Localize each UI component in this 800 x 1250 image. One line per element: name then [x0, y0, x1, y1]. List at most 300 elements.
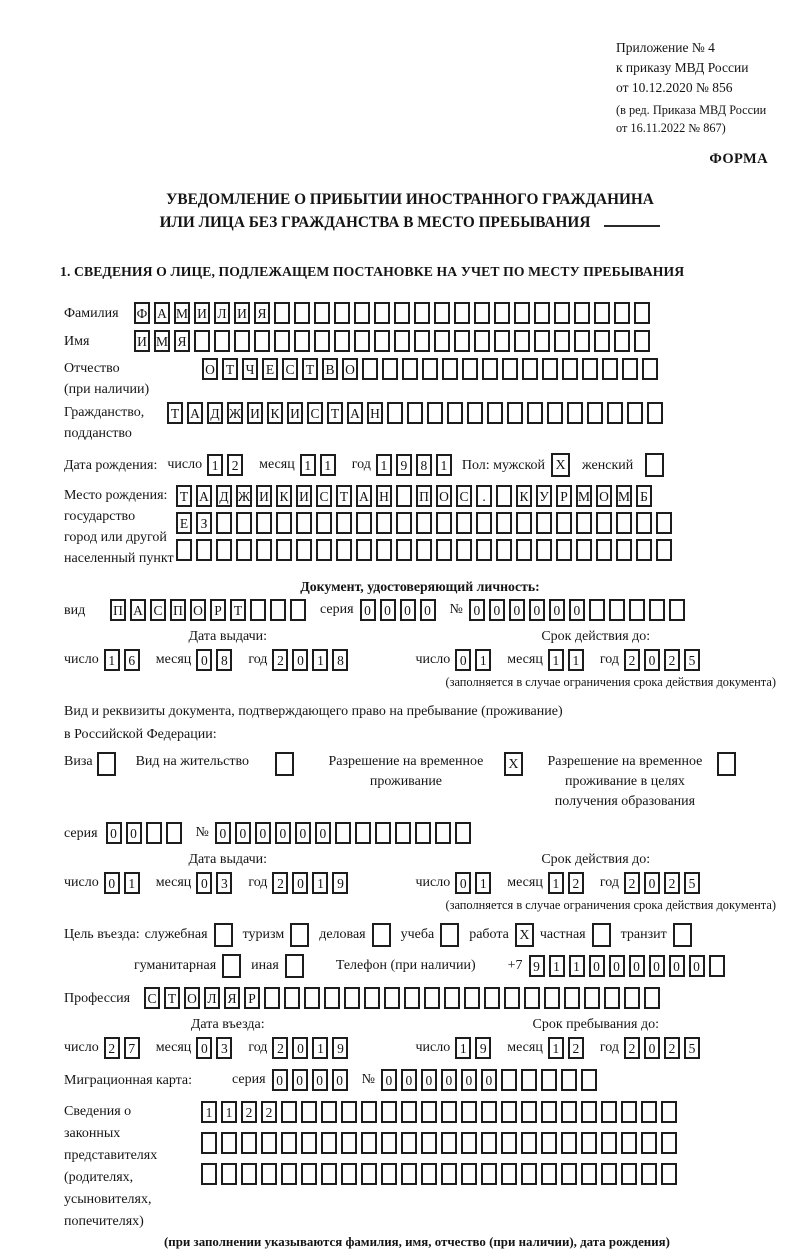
char-cell[interactable] — [556, 539, 572, 561]
char-cell[interactable] — [381, 1163, 397, 1185]
char-cell[interactable] — [487, 402, 503, 424]
char-cell[interactable]: 0 — [235, 822, 251, 844]
char-cell[interactable]: Л — [204, 987, 220, 1009]
char-cell[interactable] — [274, 330, 290, 352]
char-cell[interactable] — [356, 539, 372, 561]
phone-cells[interactable] — [529, 955, 729, 977]
char-cell[interactable] — [501, 1101, 517, 1123]
char-cell[interactable] — [301, 1132, 317, 1154]
char-cell[interactable]: О — [596, 485, 612, 507]
char-cell[interactable]: 7 — [124, 1037, 140, 1059]
char-cell[interactable]: И — [134, 330, 150, 352]
char-cell[interactable] — [484, 987, 500, 1009]
char-cell[interactable] — [476, 539, 492, 561]
purpose-study-checkbox[interactable] — [440, 923, 459, 947]
char-cell[interactable] — [301, 1163, 317, 1185]
char-cell[interactable] — [522, 358, 538, 380]
char-cell[interactable] — [270, 599, 286, 621]
char-cell[interactable] — [554, 302, 570, 324]
char-cell[interactable]: Ф — [134, 302, 150, 324]
doc-number-cells[interactable] — [469, 599, 689, 621]
char-cell[interactable]: Я — [254, 302, 270, 324]
stay-year-cells[interactable] — [624, 1037, 704, 1059]
char-cell[interactable]: Я — [224, 987, 240, 1009]
char-cell[interactable]: 2 — [664, 1037, 680, 1059]
char-cell[interactable] — [581, 1069, 597, 1091]
birth-day-cells[interactable] — [207, 454, 247, 476]
char-cell[interactable]: А — [347, 402, 363, 424]
birthplace-cells-2[interactable] — [176, 512, 676, 534]
char-cell[interactable]: 0 — [441, 1069, 457, 1091]
res-issue-day-cells[interactable] — [104, 872, 144, 894]
char-cell[interactable]: 9 — [332, 872, 348, 894]
char-cell[interactable]: 1 — [312, 649, 328, 671]
char-cell[interactable]: 0 — [315, 822, 331, 844]
char-cell[interactable]: И — [287, 402, 303, 424]
char-cell[interactable]: З — [196, 512, 212, 534]
char-cell[interactable] — [621, 1132, 637, 1154]
char-cell[interactable] — [622, 358, 638, 380]
char-cell[interactable] — [441, 1132, 457, 1154]
char-cell[interactable] — [601, 1163, 617, 1185]
char-cell[interactable] — [344, 987, 360, 1009]
char-cell[interactable] — [634, 330, 650, 352]
char-cell[interactable] — [276, 539, 292, 561]
char-cell[interactable] — [261, 1132, 277, 1154]
char-cell[interactable] — [607, 402, 623, 424]
char-cell[interactable] — [422, 358, 438, 380]
char-cell[interactable] — [627, 402, 643, 424]
char-cell[interactable]: 0 — [644, 872, 660, 894]
char-cell[interactable]: В — [322, 358, 338, 380]
char-cell[interactable] — [481, 1132, 497, 1154]
char-cell[interactable]: 0 — [455, 649, 471, 671]
char-cell[interactable] — [544, 987, 560, 1009]
char-cell[interactable] — [554, 330, 570, 352]
char-cell[interactable]: 9 — [475, 1037, 491, 1059]
char-cell[interactable] — [296, 539, 312, 561]
char-cell[interactable]: Р — [244, 987, 260, 1009]
valid-month-cells[interactable] — [548, 649, 588, 671]
char-cell[interactable] — [387, 402, 403, 424]
char-cell[interactable]: 1 — [376, 454, 392, 476]
char-cell[interactable]: 0 — [549, 599, 565, 621]
char-cell[interactable] — [354, 302, 370, 324]
char-cell[interactable]: О — [202, 358, 218, 380]
char-cell[interactable]: 0 — [529, 599, 545, 621]
char-cell[interactable] — [636, 512, 652, 534]
char-cell[interactable]: Т — [222, 358, 238, 380]
char-cell[interactable]: 2 — [664, 872, 680, 894]
char-cell[interactable] — [521, 1101, 537, 1123]
char-cell[interactable] — [494, 302, 510, 324]
purpose-other-checkbox[interactable] — [285, 954, 304, 978]
char-cell[interactable]: С — [316, 485, 332, 507]
char-cell[interactable]: 1 — [124, 872, 140, 894]
char-cell[interactable] — [374, 330, 390, 352]
char-cell[interactable] — [414, 330, 430, 352]
doc-series-cells[interactable] — [360, 599, 440, 621]
char-cell[interactable] — [194, 330, 210, 352]
char-cell[interactable] — [341, 1132, 357, 1154]
char-cell[interactable]: 2 — [624, 649, 640, 671]
char-cell[interactable] — [434, 302, 450, 324]
char-cell[interactable]: 1 — [312, 1037, 328, 1059]
char-cell[interactable]: 0 — [295, 822, 311, 844]
char-cell[interactable]: 1 — [548, 649, 564, 671]
char-cell[interactable] — [396, 512, 412, 534]
char-cell[interactable] — [496, 512, 512, 534]
purpose-business-checkbox[interactable] — [372, 923, 391, 947]
char-cell[interactable] — [596, 512, 612, 534]
char-cell[interactable] — [336, 512, 352, 534]
char-cell[interactable] — [176, 539, 192, 561]
char-cell[interactable]: Е — [262, 358, 278, 380]
char-cell[interactable] — [447, 402, 463, 424]
char-cell[interactable] — [561, 1163, 577, 1185]
char-cell[interactable] — [661, 1163, 677, 1185]
char-cell[interactable]: Д — [216, 485, 232, 507]
char-cell[interactable] — [501, 1069, 517, 1091]
char-cell[interactable] — [444, 987, 460, 1009]
char-cell[interactable]: 2 — [261, 1101, 277, 1123]
issue-year-cells[interactable] — [272, 649, 352, 671]
char-cell[interactable] — [501, 1163, 517, 1185]
char-cell[interactable] — [146, 822, 162, 844]
char-cell[interactable] — [474, 302, 490, 324]
char-cell[interactable]: 1 — [455, 1037, 471, 1059]
char-cell[interactable]: У — [536, 485, 552, 507]
patronymic-cells[interactable] — [202, 358, 662, 380]
char-cell[interactable] — [341, 1163, 357, 1185]
char-cell[interactable] — [561, 1069, 577, 1091]
char-cell[interactable] — [594, 330, 610, 352]
char-cell[interactable]: Я — [174, 330, 190, 352]
char-cell[interactable]: 0 — [509, 599, 525, 621]
char-cell[interactable] — [376, 539, 392, 561]
stay-month-cells[interactable] — [548, 1037, 588, 1059]
option-temp-residence-education-checkbox[interactable] — [717, 752, 736, 776]
char-cell[interactable] — [462, 358, 478, 380]
char-cell[interactable] — [304, 987, 320, 1009]
char-cell[interactable]: О — [190, 599, 206, 621]
char-cell[interactable] — [641, 1163, 657, 1185]
char-cell[interactable] — [241, 1132, 257, 1154]
char-cell[interactable]: С — [282, 358, 298, 380]
char-cell[interactable]: 0 — [126, 822, 142, 844]
char-cell[interactable] — [321, 1101, 337, 1123]
char-cell[interactable]: 0 — [196, 1037, 212, 1059]
char-cell[interactable] — [541, 1069, 557, 1091]
char-cell[interactable]: 1 — [548, 872, 564, 894]
char-cell[interactable]: 0 — [106, 822, 122, 844]
char-cell[interactable] — [314, 302, 330, 324]
char-cell[interactable] — [502, 358, 518, 380]
char-cell[interactable]: А — [130, 599, 146, 621]
char-cell[interactable]: 1 — [300, 454, 316, 476]
char-cell[interactable] — [656, 512, 672, 534]
char-cell[interactable] — [562, 358, 578, 380]
char-cell[interactable] — [496, 539, 512, 561]
char-cell[interactable] — [561, 1101, 577, 1123]
char-cell[interactable] — [214, 330, 230, 352]
char-cell[interactable] — [221, 1132, 237, 1154]
char-cell[interactable]: 0 — [421, 1069, 437, 1091]
char-cell[interactable] — [416, 539, 432, 561]
purpose-humanitarian-checkbox[interactable] — [222, 954, 241, 978]
char-cell[interactable] — [334, 330, 350, 352]
char-cell[interactable]: 2 — [272, 649, 288, 671]
valid-year-cells[interactable] — [624, 649, 704, 671]
char-cell[interactable] — [616, 539, 632, 561]
char-cell[interactable] — [541, 1132, 557, 1154]
char-cell[interactable]: 0 — [312, 1069, 328, 1091]
char-cell[interactable] — [496, 485, 512, 507]
char-cell[interactable]: 0 — [455, 872, 471, 894]
char-cell[interactable] — [556, 512, 572, 534]
char-cell[interactable] — [516, 512, 532, 534]
char-cell[interactable]: Т — [230, 599, 246, 621]
char-cell[interactable]: 9 — [396, 454, 412, 476]
char-cell[interactable]: С — [307, 402, 323, 424]
char-cell[interactable]: 0 — [461, 1069, 477, 1091]
char-cell[interactable] — [474, 330, 490, 352]
representatives-cells-2[interactable] — [201, 1132, 681, 1154]
char-cell[interactable] — [401, 1101, 417, 1123]
char-cell[interactable]: А — [356, 485, 372, 507]
char-cell[interactable]: 0 — [215, 822, 231, 844]
char-cell[interactable]: 9 — [332, 1037, 348, 1059]
char-cell[interactable] — [254, 330, 270, 352]
char-cell[interactable]: Н — [376, 485, 392, 507]
res-valid-month-cells[interactable] — [548, 872, 588, 894]
char-cell[interactable] — [334, 302, 350, 324]
char-cell[interactable]: 0 — [689, 955, 705, 977]
char-cell[interactable] — [256, 539, 272, 561]
char-cell[interactable] — [609, 599, 625, 621]
birthplace-cells-3[interactable] — [176, 539, 676, 561]
char-cell[interactable]: 1 — [201, 1101, 217, 1123]
mig-series-cells[interactable] — [272, 1069, 352, 1091]
char-cell[interactable]: 2 — [241, 1101, 257, 1123]
char-cell[interactable]: Т — [167, 402, 183, 424]
purpose-official-checkbox[interactable] — [214, 923, 233, 947]
char-cell[interactable]: А — [187, 402, 203, 424]
char-cell[interactable] — [547, 402, 563, 424]
char-cell[interactable] — [454, 330, 470, 352]
char-cell[interactable] — [541, 1163, 557, 1185]
sex-female-checkbox[interactable] — [645, 453, 664, 477]
char-cell[interactable]: 0 — [380, 599, 396, 621]
char-cell[interactable] — [216, 539, 232, 561]
char-cell[interactable] — [336, 539, 352, 561]
char-cell[interactable] — [464, 987, 480, 1009]
char-cell[interactable] — [294, 330, 310, 352]
char-cell[interactable] — [507, 402, 523, 424]
char-cell[interactable] — [647, 402, 663, 424]
char-cell[interactable] — [454, 302, 470, 324]
char-cell[interactable]: С — [144, 987, 160, 1009]
char-cell[interactable]: Н — [367, 402, 383, 424]
char-cell[interactable] — [361, 1101, 377, 1123]
char-cell[interactable] — [581, 1163, 597, 1185]
char-cell[interactable] — [641, 1132, 657, 1154]
char-cell[interactable] — [241, 1163, 257, 1185]
char-cell[interactable]: 0 — [649, 955, 665, 977]
char-cell[interactable] — [421, 1132, 437, 1154]
char-cell[interactable] — [281, 1132, 297, 1154]
char-cell[interactable]: 6 — [124, 649, 140, 671]
char-cell[interactable] — [576, 512, 592, 534]
char-cell[interactable]: 1 — [548, 1037, 564, 1059]
char-cell[interactable] — [321, 1132, 337, 1154]
char-cell[interactable]: 0 — [292, 872, 308, 894]
char-cell[interactable]: 1 — [569, 955, 585, 977]
char-cell[interactable] — [542, 358, 558, 380]
char-cell[interactable] — [427, 402, 443, 424]
char-cell[interactable]: Т — [336, 485, 352, 507]
char-cell[interactable] — [574, 330, 590, 352]
char-cell[interactable]: 0 — [272, 1069, 288, 1091]
char-cell[interactable] — [362, 358, 378, 380]
char-cell[interactable] — [614, 302, 630, 324]
char-cell[interactable]: Р — [556, 485, 572, 507]
char-cell[interactable]: 2 — [272, 872, 288, 894]
char-cell[interactable] — [382, 358, 398, 380]
char-cell[interactable]: М — [616, 485, 632, 507]
char-cell[interactable] — [621, 1101, 637, 1123]
char-cell[interactable]: 2 — [568, 872, 584, 894]
char-cell[interactable] — [541, 1101, 557, 1123]
char-cell[interactable]: Р — [210, 599, 226, 621]
char-cell[interactable]: 2 — [104, 1037, 120, 1059]
char-cell[interactable]: М — [154, 330, 170, 352]
char-cell[interactable] — [504, 987, 520, 1009]
char-cell[interactable]: 2 — [272, 1037, 288, 1059]
char-cell[interactable] — [421, 1101, 437, 1123]
issue-day-cells[interactable] — [104, 649, 144, 671]
char-cell[interactable] — [564, 987, 580, 1009]
char-cell[interactable] — [166, 822, 182, 844]
char-cell[interactable] — [584, 987, 600, 1009]
char-cell[interactable] — [314, 330, 330, 352]
char-cell[interactable]: М — [576, 485, 592, 507]
char-cell[interactable]: К — [276, 485, 292, 507]
char-cell[interactable]: И — [234, 302, 250, 324]
char-cell[interactable]: 8 — [332, 649, 348, 671]
char-cell[interactable] — [589, 599, 605, 621]
char-cell[interactable] — [461, 1132, 477, 1154]
char-cell[interactable] — [521, 1069, 537, 1091]
char-cell[interactable]: 0 — [481, 1069, 497, 1091]
char-cell[interactable]: 0 — [401, 1069, 417, 1091]
char-cell[interactable] — [636, 539, 652, 561]
char-cell[interactable] — [335, 822, 351, 844]
char-cell[interactable] — [634, 302, 650, 324]
char-cell[interactable] — [581, 1101, 597, 1123]
char-cell[interactable]: П — [170, 599, 186, 621]
char-cell[interactable]: С — [456, 485, 472, 507]
mig-number-cells[interactable] — [381, 1069, 601, 1091]
char-cell[interactable]: Ч — [242, 358, 258, 380]
char-cell[interactable] — [394, 330, 410, 352]
char-cell[interactable] — [441, 1101, 457, 1123]
char-cell[interactable] — [421, 1163, 437, 1185]
char-cell[interactable] — [596, 539, 612, 561]
stay-day-cells[interactable] — [455, 1037, 495, 1059]
char-cell[interactable]: С — [150, 599, 166, 621]
char-cell[interactable] — [536, 512, 552, 534]
char-cell[interactable]: 5 — [684, 1037, 700, 1059]
char-cell[interactable] — [644, 987, 660, 1009]
char-cell[interactable]: Т — [327, 402, 343, 424]
char-cell[interactable] — [456, 539, 472, 561]
char-cell[interactable] — [407, 402, 423, 424]
char-cell[interactable]: К — [267, 402, 283, 424]
char-cell[interactable]: Д — [207, 402, 223, 424]
char-cell[interactable] — [281, 1163, 297, 1185]
char-cell[interactable]: 3 — [216, 872, 232, 894]
char-cell[interactable]: 1 — [436, 454, 452, 476]
char-cell[interactable] — [601, 1132, 617, 1154]
char-cell[interactable] — [594, 302, 610, 324]
char-cell[interactable] — [534, 330, 550, 352]
option-visa-checkbox[interactable] — [97, 752, 116, 776]
char-cell[interactable] — [516, 539, 532, 561]
char-cell[interactable] — [567, 402, 583, 424]
char-cell[interactable] — [401, 1163, 417, 1185]
surname-cells[interactable] — [134, 302, 654, 324]
char-cell[interactable] — [234, 330, 250, 352]
char-cell[interactable]: 0 — [669, 955, 685, 977]
char-cell[interactable] — [576, 539, 592, 561]
char-cell[interactable]: О — [436, 485, 452, 507]
res-valid-day-cells[interactable] — [455, 872, 495, 894]
char-cell[interactable] — [561, 1132, 577, 1154]
char-cell[interactable]: 0 — [569, 599, 585, 621]
char-cell[interactable]: 1 — [320, 454, 336, 476]
char-cell[interactable] — [281, 1101, 297, 1123]
char-cell[interactable] — [527, 402, 543, 424]
char-cell[interactable]: 0 — [629, 955, 645, 977]
char-cell[interactable]: 2 — [227, 454, 243, 476]
doc-kind-cells[interactable] — [110, 599, 310, 621]
char-cell[interactable]: Ж — [227, 402, 243, 424]
char-cell[interactable]: 9 — [529, 955, 545, 977]
char-cell[interactable] — [256, 512, 272, 534]
char-cell[interactable]: 2 — [624, 1037, 640, 1059]
char-cell[interactable] — [476, 512, 492, 534]
char-cell[interactable]: 1 — [207, 454, 223, 476]
char-cell[interactable] — [216, 512, 232, 534]
char-cell[interactable]: 0 — [292, 1037, 308, 1059]
char-cell[interactable] — [536, 539, 552, 561]
char-cell[interactable] — [361, 1132, 377, 1154]
char-cell[interactable]: 0 — [255, 822, 271, 844]
char-cell[interactable]: 5 — [684, 872, 700, 894]
char-cell[interactable] — [355, 822, 371, 844]
char-cell[interactable] — [661, 1132, 677, 1154]
char-cell[interactable]: 0 — [400, 599, 416, 621]
purpose-work-checkbox[interactable]: X — [515, 923, 534, 947]
char-cell[interactable]: 1 — [312, 872, 328, 894]
char-cell[interactable] — [324, 987, 340, 1009]
char-cell[interactable] — [481, 1163, 497, 1185]
char-cell[interactable]: Т — [176, 485, 192, 507]
char-cell[interactable] — [587, 402, 603, 424]
char-cell[interactable]: 2 — [624, 872, 640, 894]
char-cell[interactable] — [521, 1132, 537, 1154]
